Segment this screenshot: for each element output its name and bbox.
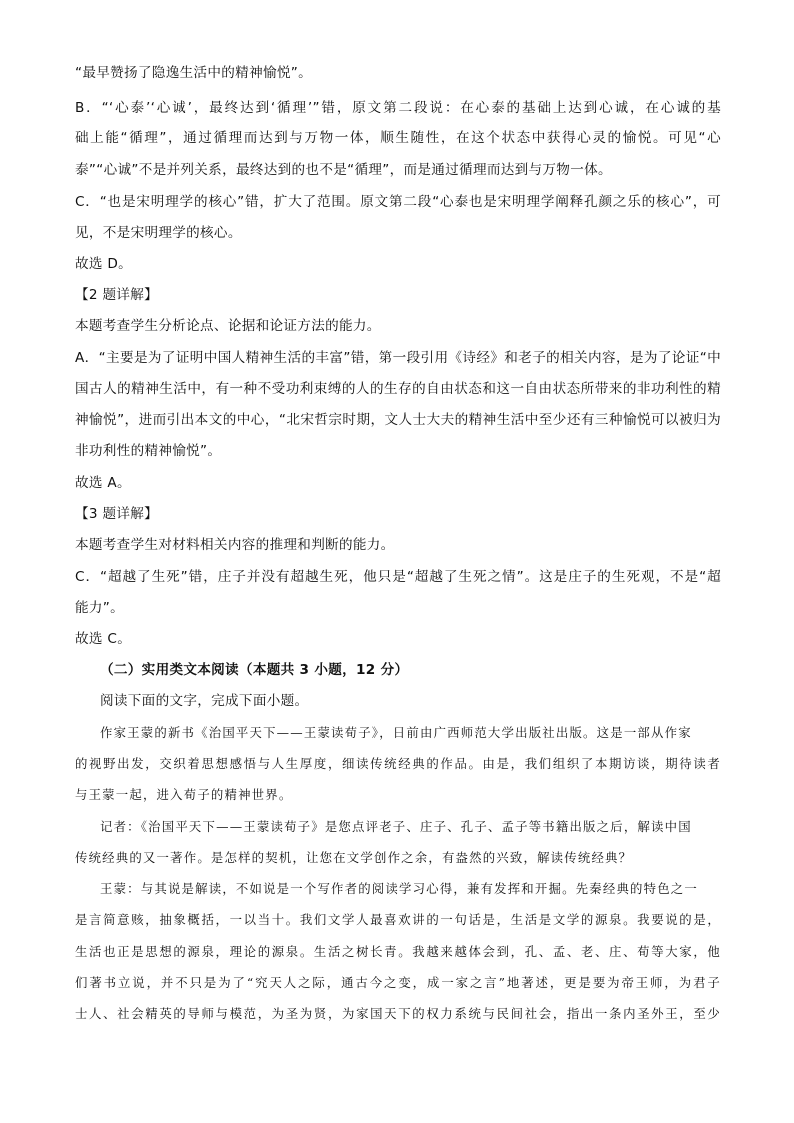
- text-line-2: B．“‘心泰’‘心诚’，最终达到‘循理’”错，原文第二段说：在心泰的基础上达到心诚，在心诚的基: [75, 100, 721, 116]
- text-line-17: C．“超越了生死”错，庄子并没有超越生死，他只是“超越了生死之情”。这是庄子的生死观，不是“超: [75, 569, 721, 585]
- passage-line-2: 的视野出发，交织着思想感悟与人生厚度，细读传统经典的作品。由是，我们组织了本期访谈，期待读者: [75, 756, 721, 771]
- text-line-18: 能力”。: [75, 600, 125, 616]
- text-line-7: 故选 D。: [75, 256, 133, 272]
- text-line-3: 础上能“循理”，通过循理而达到与万物一体，顺生随性，在这个状态中获得心灵的愉悦。可见“心: [75, 130, 721, 146]
- text-line-9: 本题考查学生分析论点、论据和论证方法的能力。: [75, 318, 381, 334]
- passage-line-8: 生活也正是思想的源泉，理论的源泉。生活之树长青。我越来越体会到，孔、孟、老、庄、荀等大家，他: [75, 944, 721, 959]
- passage-line-10: 士人、社会精英的导师与模范，为圣为贤，为家国天下的权力系统与民间社会，指出一条内圣外王，至少: [75, 1006, 721, 1021]
- instruction-text: 阅读下面的文字，完成下面小题。: [100, 693, 309, 709]
- passage-line-4: 记者：《治国平天下——王蒙读荀子》是您点评老子、庄子、孔子、孟子等书籍出版之后，解读中国: [100, 819, 692, 834]
- text-line-13: 非功利性的精神愉悦”。: [75, 443, 222, 459]
- text-line-4: 泰”“心诚”不是并列关系，最终达到的也不是“循理”，而是通过循理而达到与万物一体。: [75, 162, 612, 178]
- text-line-1: “最早赞扬了隐逸生活中的精神愉悦”。: [75, 65, 312, 81]
- question-2-heading: 【2 题详解】: [75, 287, 159, 303]
- passage-line-3: 与王蒙一起，进入荀子的精神世界。: [75, 787, 293, 802]
- section-heading: （二）实用类文本阅读（本题共 3 小题，12 分）: [100, 662, 409, 678]
- text-line-19: 故选 C。: [75, 631, 132, 647]
- text-line-16: 本题考查学生对材料相关内容的推理和判断的能力。: [75, 537, 395, 553]
- text-line-11: 国古人的精神生活中，有一种不受功利束缚的人的生存的自由状态和这一自由状态所带来的非功利性的精: [75, 381, 721, 397]
- text-line-6: 见，不是宋明理学的核心。: [75, 225, 242, 241]
- passage-line-7: 是言简意赅，抽象概括，一以当十。我们文学人最喜欢讲的一句话是，生活是文学的源泉。我要说的是，: [75, 912, 721, 927]
- text-line-5: C．“也是宋明理学的核心”错，扩大了范围。原文第二段“心泰也是宋明理学阐释孔颜之乐的核心”，可: [75, 194, 721, 210]
- text-line-10: A．“主要是为了证明中国人精神生活的丰富”错，第一段引用《诗经》和老子的相关内容，是为了论证“中: [75, 350, 721, 366]
- passage-line-6: 王蒙：与其说是解读，不如说是一个写作者的阅读学习心得，兼有发挥和开掘。先秦经典的特色之一: [100, 881, 698, 896]
- text-line-12: 神愉悦”，进而引出本文的中心，“北宋哲宗时期，文人士大夫的精神生活中至少还有三种愉悦可以被归为: [75, 412, 721, 428]
- text-line-14: 故选 A。: [75, 475, 131, 491]
- question-3-heading: 【3 题详解】: [75, 506, 159, 522]
- passage-line-9: 们著书立说，并不只是为了“究天人之际，通古今之变，成一家之言”地著述，更是要为帝王师，为君子: [75, 975, 721, 990]
- passage-line-1: 作家王蒙的新书《治国平天下——王蒙读荀子》，日前由广西师范大学出版社出版。这是一部从作家: [100, 725, 692, 740]
- passage-line-5: 传统经典的又一著作。是怎样的契机，让您在文学创作之余，有盎然的兴致，解读传统经典？: [75, 850, 633, 865]
